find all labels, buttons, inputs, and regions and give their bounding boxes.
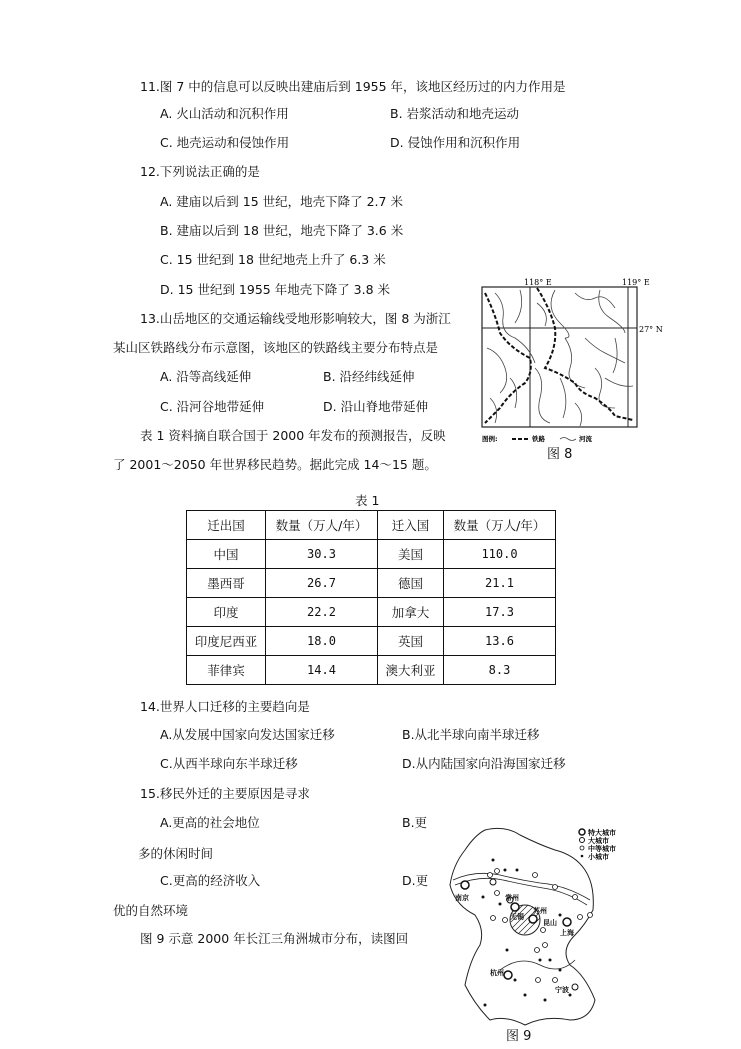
- emigration-count: 30.3: [266, 540, 378, 569]
- emigration-count: 22.2: [266, 598, 378, 627]
- emigration-country: 印度: [187, 598, 266, 627]
- q15-option-c[interactable]: C.更高的经济收入: [160, 873, 261, 888]
- emigration-count: 14.4: [266, 656, 378, 685]
- emigration-country: 印度尼西亚: [187, 627, 266, 656]
- q12-stem: 12.下列说法正确的是: [140, 164, 260, 179]
- emigration-country: 墨西哥: [187, 569, 266, 598]
- table-row: [187, 598, 556, 627]
- emigration-country: 中国: [187, 540, 266, 569]
- q11-option-b[interactable]: B. 岩浆活动和地壳运动: [390, 106, 520, 121]
- header-cell: 迁出国: [187, 511, 266, 540]
- city-label-suzhou: 苏州: [533, 907, 547, 915]
- q15-option-b-part2[interactable]: 多的休闲时间: [138, 846, 214, 861]
- q14-option-a[interactable]: A.从发展中国家向发达国家迁移: [160, 727, 335, 742]
- q12-option-b[interactable]: B. 建庙以后到 18 世纪，地壳下降了 3.6 米: [160, 223, 404, 238]
- migration-table: [186, 510, 556, 685]
- legend-river: 河流: [579, 435, 592, 443]
- immigration-count: 13.6: [444, 627, 556, 656]
- city-label-changzhou: 常州: [505, 894, 519, 902]
- immigration-count: 17.3: [444, 598, 556, 627]
- q11-stem: 11.图 7 中的信息可以反映出建庙后到 1955 年，该地区经历过的内力作用是: [140, 79, 566, 94]
- legend-medium-city: 中等城市: [588, 845, 616, 853]
- figure-9-caption: 图 9: [506, 1029, 532, 1044]
- railway-river-map: [475, 278, 663, 468]
- q15-option-b-part1[interactable]: B.更: [402, 815, 428, 830]
- immigration-count: 21.1: [444, 569, 556, 598]
- q13-option-b[interactable]: B. 沿经纬线延伸: [323, 369, 415, 384]
- immigration-count: 110.0: [444, 540, 556, 569]
- medium-city-legend-icon: [580, 846, 584, 850]
- immigration-country: 德国: [378, 569, 444, 598]
- q14-option-b[interactable]: B.从北半球向南半球迁移: [402, 727, 540, 742]
- header-cell: 数量（万人/年）: [444, 511, 556, 540]
- legend-prefix: 图例:: [482, 435, 498, 443]
- q15-stem: 15.移民外迁的主要原因是寻求: [140, 786, 310, 801]
- city-label-nanjing: 南京: [455, 894, 469, 902]
- intro-14-15-line2: 了 2001～2050 年世界移民趋势。据此完成 14～15 题。: [113, 457, 437, 472]
- river-legend-icon: [560, 438, 576, 441]
- emigration-count: 18.0: [266, 627, 378, 656]
- rivers: [487, 290, 633, 426]
- table-row: [187, 627, 556, 656]
- city-label-wuxi: 无锡: [510, 913, 524, 921]
- figure-9-legend: [579, 828, 616, 861]
- q15-option-d-part1[interactable]: D.更: [402, 873, 429, 888]
- q14-option-d[interactable]: D.从内陆国家向沿海国家迁移: [402, 756, 566, 771]
- legend-megacity: 特大城市: [588, 829, 616, 837]
- table-row: [187, 540, 556, 569]
- immigration-count: 8.3: [444, 656, 556, 685]
- city-label-hangzhou: 杭州: [490, 969, 504, 977]
- lon-label-119: 119° E: [622, 278, 650, 287]
- lat-label-27: 27° N: [639, 325, 663, 334]
- yangtze-delta-city-map: [445, 825, 645, 1025]
- figure-8-caption: 图 8: [547, 447, 573, 462]
- q12-option-c[interactable]: C. 15 世纪到 18 世纪地壳上升了 6.3 米: [160, 252, 386, 267]
- q13-option-d[interactable]: D. 沿山脊地带延伸: [323, 399, 429, 414]
- immigration-country: 英国: [378, 627, 444, 656]
- figure-9: [445, 825, 645, 1025]
- q13-stem-line2: 某山区铁路线分布示意图，该地区的铁路线主要分布特点是: [113, 340, 439, 355]
- intro-14-15-line1: 表 1 资料摘自联合国于 2000 年发布的预测报告，反映: [140, 428, 446, 443]
- lon-label-118: 118° E: [524, 278, 552, 287]
- emigration-count: 26.7: [266, 569, 378, 598]
- small-city-legend-icon: [581, 855, 584, 858]
- header-cell: 迁入国: [378, 511, 444, 540]
- q11-option-d[interactable]: D. 侵蚀作用和沉积作用: [390, 135, 521, 150]
- q13-stem-line1: 13.山岳地区的交通运输线受地形影响较大，图 8 为浙江: [140, 311, 451, 326]
- megacity-legend-icon: [579, 829, 585, 835]
- immigration-country: 美国: [378, 540, 444, 569]
- legend-large-city: 大城市: [588, 837, 609, 845]
- q11-option-c[interactable]: C. 地壳运动和侵蚀作用: [160, 135, 290, 150]
- q13-option-a[interactable]: A. 沿等高线延伸: [160, 369, 252, 384]
- emigration-country: 菲律宾: [187, 656, 266, 685]
- city-label-kunshan: 昆山: [543, 919, 557, 927]
- q15-option-d-part2[interactable]: 优的自然环境: [113, 903, 189, 918]
- q12-option-d[interactable]: D. 15 世纪到 1955 年地壳下降了 3.8 米: [160, 282, 391, 297]
- q11-option-a[interactable]: A. 火山活动和沉积作用: [160, 106, 289, 121]
- table-1-caption: 表 1: [355, 493, 380, 508]
- city-label-ningbo: 宁波: [555, 986, 569, 994]
- q14-option-c[interactable]: C.从西半球向东半球迁移: [160, 756, 298, 771]
- table-row: [187, 569, 556, 598]
- intro-fig9: 图 9 示意 2000 年长江三角洲城市分布，读图回: [140, 931, 409, 946]
- q12-option-a[interactable]: A. 建庙以后到 15 世纪，地壳下降了 2.7 米: [160, 194, 403, 209]
- q14-stem: 14.世界人口迁移的主要趋向是: [140, 699, 310, 714]
- table-row: [187, 656, 556, 685]
- header-cell: 数量（万人/年）: [266, 511, 378, 540]
- q13-option-c[interactable]: C. 沿河谷地带延伸: [160, 399, 265, 414]
- legend-small-city: 小城市: [588, 853, 609, 861]
- city-label-shanghai: 上海: [560, 929, 574, 937]
- immigration-country: 加拿大: [378, 598, 444, 627]
- table-header-row: [187, 511, 556, 540]
- q15-option-a[interactable]: A.更高的社会地位: [160, 815, 260, 830]
- immigration-country: 澳大利亚: [378, 656, 444, 685]
- legend-railway: 铁路: [532, 435, 545, 443]
- figure-8: [475, 278, 663, 468]
- large-city-legend-icon: [580, 838, 585, 843]
